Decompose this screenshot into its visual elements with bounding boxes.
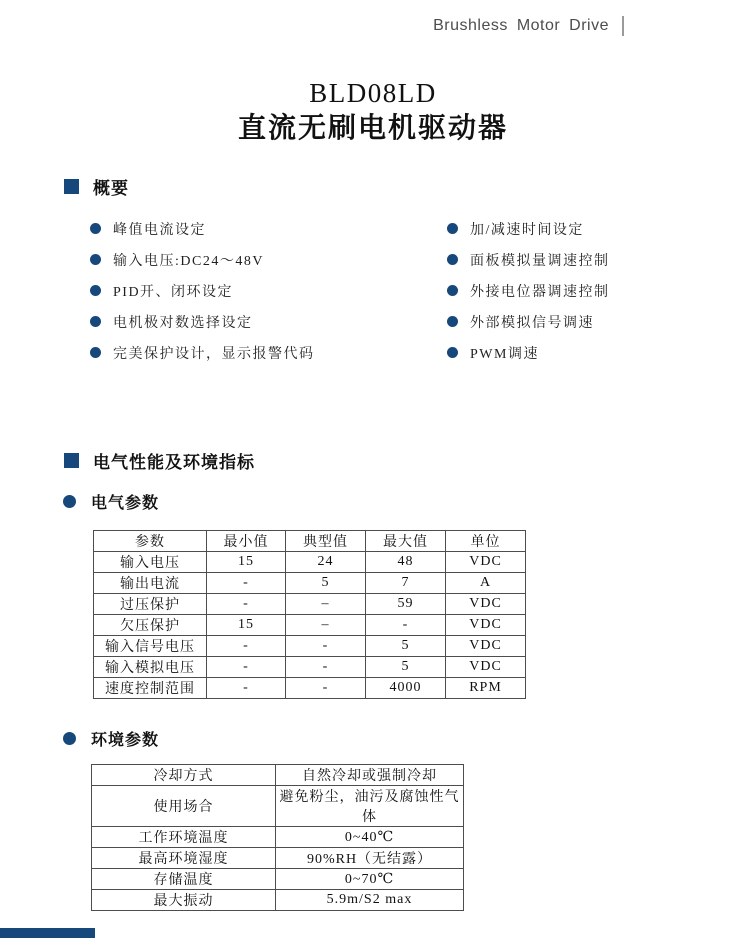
bullet-dot [447, 347, 458, 358]
max-value-cell: - [366, 615, 446, 636]
param-name-cell: 输出电流 [94, 573, 207, 594]
feature-item [90, 337, 315, 368]
feature-item [447, 337, 610, 368]
typical-value-cell: 24 [286, 552, 366, 573]
table-row [92, 869, 464, 890]
max-value-cell: 7 [366, 573, 446, 594]
environment-subheading [63, 727, 159, 750]
env-param-value-cell: 自然冷却或强制冷却 [276, 765, 464, 786]
column-header: 参数 [94, 531, 207, 552]
typical-value-cell: – [286, 594, 366, 615]
feature-item [90, 244, 315, 275]
min-value-cell: - [207, 594, 286, 615]
unit-cell: RPM [446, 678, 526, 699]
min-value-cell: - [207, 573, 286, 594]
unit-cell: VDC [446, 615, 526, 636]
table-header-row [94, 531, 526, 552]
table-row [94, 594, 526, 615]
bullet-dot [90, 347, 101, 358]
env-param-name-cell: 使用场合 [92, 786, 276, 827]
feature-item [447, 213, 610, 244]
param-name-cell: 输入信号电压 [94, 636, 207, 657]
unit-cell: VDC [446, 657, 526, 678]
table-row [92, 786, 464, 827]
min-value-cell: - [207, 636, 286, 657]
unit-cell: VDC [446, 594, 526, 615]
section-square-marker [64, 453, 79, 468]
specs-section-heading [64, 448, 255, 473]
min-value-cell: - [207, 657, 286, 678]
env-param-value-cell: 90%RH（无结露） [276, 848, 464, 869]
section-square-marker [64, 179, 79, 194]
typical-value-cell: - [286, 678, 366, 699]
max-value-cell: 5 [366, 636, 446, 657]
table-row [94, 636, 526, 657]
feature-list-right [447, 213, 610, 368]
table-row [94, 615, 526, 636]
table-row [92, 890, 464, 911]
typical-value-cell: 5 [286, 573, 366, 594]
min-value-cell: 15 [207, 552, 286, 573]
env-param-name-cell: 最大振动 [92, 890, 276, 911]
column-header: 最小值 [207, 531, 286, 552]
column-header: 单位 [446, 531, 526, 552]
unit-cell: VDC [446, 636, 526, 657]
max-value-cell: 48 [366, 552, 446, 573]
feature-item [90, 306, 315, 337]
electrical-parameters-table [93, 530, 526, 699]
feature-label: 外接电位器调速控制 [470, 284, 610, 300]
typical-value-cell: - [286, 657, 366, 678]
param-name-cell: 过压保护 [94, 594, 207, 615]
unit-cell: A [446, 573, 526, 594]
model-title: BLD08LD [309, 78, 437, 108]
feature-label: 输入电压:DC24～48V [113, 253, 264, 269]
product-title: 直流无刷电机驱动器 [237, 112, 508, 143]
bullet-dot [90, 316, 101, 327]
overview-section-heading [64, 174, 129, 199]
bullet-dot [63, 732, 76, 745]
column-header: 典型值 [286, 531, 366, 552]
env-param-value-cell: 避免粉尘，油污及腐蚀性气体 [276, 786, 464, 827]
header-divider-bar [622, 16, 624, 36]
feature-item [90, 213, 315, 244]
bullet-dot [90, 223, 101, 234]
bullet-dot [447, 285, 458, 296]
max-value-cell: 59 [366, 594, 446, 615]
feature-item [447, 306, 610, 337]
bullet-dot [447, 223, 458, 234]
table-row [92, 827, 464, 848]
env-param-value-cell: 0~70℃ [276, 869, 464, 890]
feature-label: PWM调速 [470, 346, 539, 362]
typical-value-cell: – [286, 615, 366, 636]
bullet-dot [90, 254, 101, 265]
brand-text: Brushless Motor Drive [433, 17, 609, 34]
feature-label: 外部模拟信号调速 [470, 315, 594, 331]
feature-label: 完美保护设计，显示报警代码 [113, 346, 315, 362]
env-param-name-cell: 工作环境温度 [92, 827, 276, 848]
min-value-cell: 15 [207, 615, 286, 636]
param-name-cell: 输入电压 [94, 552, 207, 573]
overview-heading-label: 概要 [93, 179, 129, 198]
unit-cell: VDC [446, 552, 526, 573]
env-param-value-cell: 5.9m/S2 max [276, 890, 464, 911]
feature-label: 加/减速时间设定 [470, 222, 584, 238]
env-param-value-cell: 0~40℃ [276, 827, 464, 848]
param-name-cell: 速度控制范围 [94, 678, 207, 699]
feature-label: PID开、闭环设定 [113, 284, 234, 300]
param-name-cell: 欠压保护 [94, 615, 207, 636]
feature-item [90, 275, 315, 306]
bullet-dot [63, 495, 76, 508]
table-row [94, 552, 526, 573]
env-param-name-cell: 最高环境湿度 [92, 848, 276, 869]
table-row [94, 678, 526, 699]
param-name-cell: 输入模拟电压 [94, 657, 207, 678]
min-value-cell: - [207, 678, 286, 699]
typical-value-cell: - [286, 636, 366, 657]
table-row [94, 657, 526, 678]
env-param-name-cell: 冷却方式 [92, 765, 276, 786]
table-row [94, 573, 526, 594]
bullet-dot [90, 285, 101, 296]
feature-label: 面板模拟量调速控制 [470, 253, 610, 269]
column-header: 最大值 [366, 531, 446, 552]
environment-subheading-label: 环境参数 [91, 732, 160, 749]
bullet-dot [447, 254, 458, 265]
feature-label: 电机极对数选择设定 [113, 315, 253, 331]
footer-accent-bar [0, 928, 95, 938]
feature-list-left [90, 213, 315, 368]
feature-item [447, 244, 610, 275]
feature-item [447, 275, 610, 306]
header [433, 16, 624, 36]
table-row [92, 848, 464, 869]
env-param-name-cell: 存储温度 [92, 869, 276, 890]
electrical-subheading [63, 490, 159, 513]
environment-parameters-table [91, 764, 464, 911]
max-value-cell: 5 [366, 657, 446, 678]
bullet-dot [447, 316, 458, 327]
specs-heading-label: 电气性能及环境指标 [93, 453, 255, 472]
feature-label: 峰值电流设定 [113, 222, 206, 238]
max-value-cell: 4000 [366, 678, 446, 699]
table-row [92, 765, 464, 786]
electrical-subheading-label: 电气参数 [91, 495, 160, 512]
